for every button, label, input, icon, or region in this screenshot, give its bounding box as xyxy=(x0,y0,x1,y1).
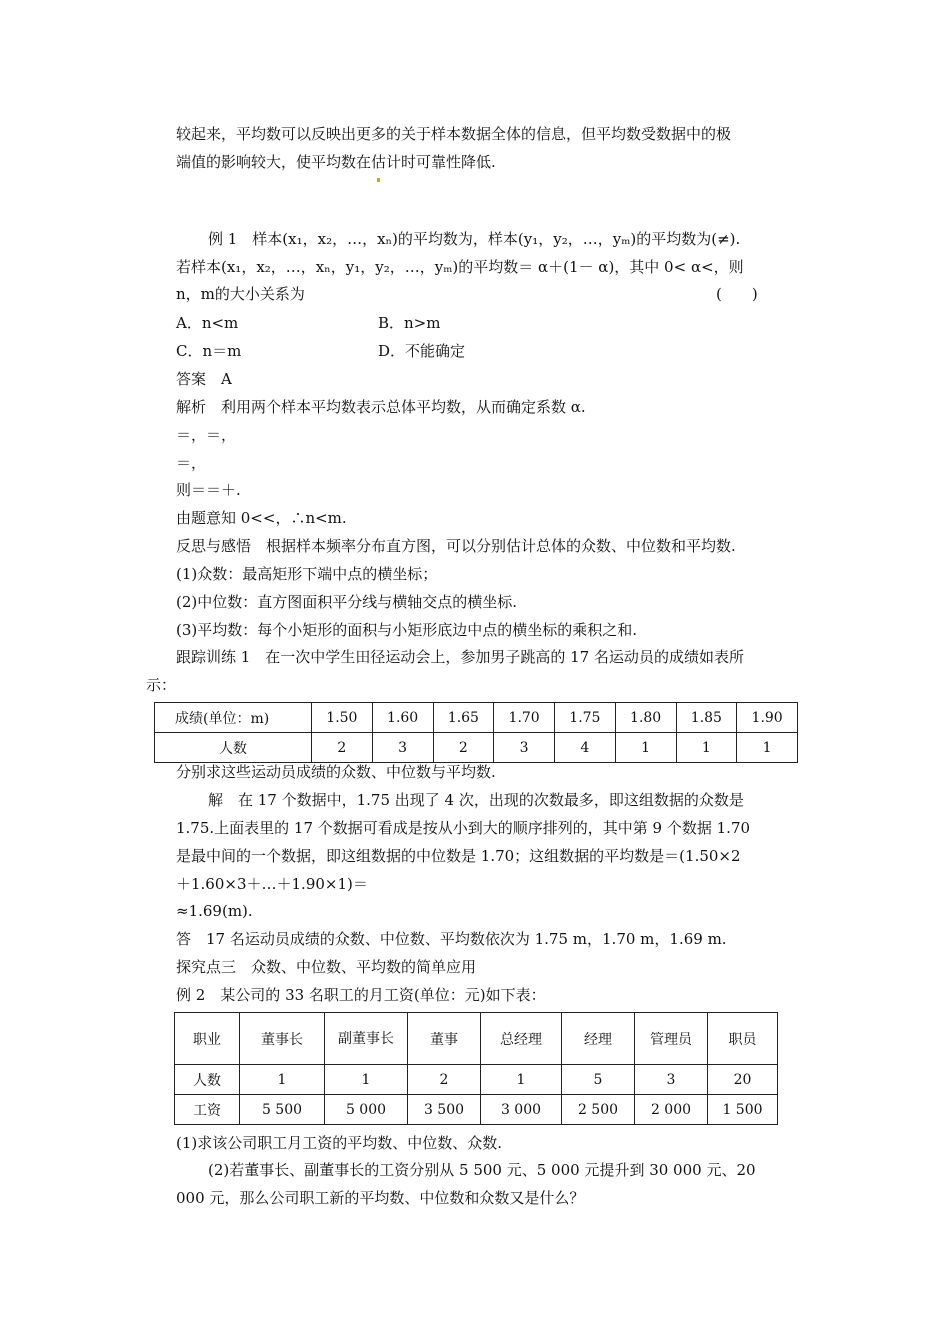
table-header-text: 副董事长 xyxy=(338,1030,394,1047)
table-cell: 1 xyxy=(676,733,737,763)
table-header-cell: 董事 xyxy=(408,1013,481,1065)
table-header-cell: 董事长 xyxy=(240,1013,325,1065)
table-cell: 2 000 xyxy=(635,1095,708,1125)
table-cell: 1.70 xyxy=(494,703,555,733)
table-header-cell: 职业 xyxy=(175,1013,240,1065)
table-row xyxy=(155,703,798,733)
option-b: B．n>m xyxy=(378,314,441,332)
table-cell: 1.90 xyxy=(737,703,798,733)
table-header-cell: 总经理 xyxy=(481,1013,562,1065)
table-cell: 1 xyxy=(481,1065,562,1095)
table-cell: 20 xyxy=(708,1065,778,1095)
option-a: A．n<m xyxy=(176,314,239,332)
table-header-cell: 人数 xyxy=(175,1065,240,1095)
intro-line-1: 较起来，平均数可以反映出更多的关于样本数据全体的信息，但平均数受数据中的极 xyxy=(176,125,732,143)
solution-line-5: ≈1.69(m). xyxy=(176,902,253,920)
table-cell: 4 xyxy=(555,733,616,763)
jump-results-table xyxy=(154,702,798,763)
table-header-cell: 人数 xyxy=(155,733,312,763)
table-cell: 1.75 xyxy=(555,703,616,733)
table-cell: 3 500 xyxy=(408,1095,481,1125)
table-cell: 1.60 xyxy=(372,703,433,733)
solution-line-1: 解 在 17 个数据中，1.75 出现了 4 次，出现的次数最多，即这组数据的众数是 xyxy=(208,791,744,809)
table-cell: 5 500 xyxy=(240,1095,325,1125)
table-cell: 1 500 xyxy=(708,1095,778,1125)
answer-blank: ( ) xyxy=(716,285,758,303)
table-cell: 3 xyxy=(372,733,433,763)
example2-intro: 例 2 某公司的 33 名职工的月工资(单位：元)如下表： xyxy=(176,986,546,1004)
table-cell: 5 xyxy=(562,1065,635,1095)
example2-question-3: 000 元，那么公司职工新的平均数、中位数和众数又是什么？ xyxy=(176,1189,585,1207)
table-header-cell: 经理 xyxy=(562,1013,635,1065)
table-row xyxy=(175,1095,778,1125)
conclusion-line: 答 17 名运动员成绩的众数、中位数、平均数依次为 1.75 m，1.70 m，1.69 m. xyxy=(176,930,727,948)
example2-question-2: (2)若董事长、副董事长的工资分别从 5 500 元、5 000 元提升到 30 000 元、20 xyxy=(208,1161,756,1179)
reflection-line-4: (3)平均数：每个小矩形的面积与小矩形底边中点的横坐标的乘积之和. xyxy=(176,621,638,639)
example1-line-1: 例 1 样本(x₁，x₂，…，xₙ)的平均数为，样本(y₁，y₂，…，yₘ)的平均数为(≠). xyxy=(208,230,741,248)
intro-line-2: 端值的影响较大，使平均数在估计时可靠性降低. xyxy=(176,153,496,171)
example2-question-1: (1)求该公司职工月工资的平均数、中位数、众数. xyxy=(176,1134,503,1152)
table-header-cell: 管理员 xyxy=(635,1013,708,1065)
section-heading: 探究点三 众数、中位数、平均数的简单应用 xyxy=(176,958,477,976)
table-cell: 2 500 xyxy=(562,1095,635,1125)
analysis-line-3: ＝， xyxy=(176,454,207,472)
table-row xyxy=(175,1065,778,1095)
table-header-cell: 职员 xyxy=(708,1013,778,1065)
reflection-line-2: (1)众数：最高矩形下端中点的横坐标； xyxy=(176,565,438,583)
table-cell: 1.85 xyxy=(676,703,737,733)
table-row xyxy=(155,733,798,763)
table-cell: 1 xyxy=(325,1065,408,1095)
reflection-line-1: 反思与感悟 根据样本频率分布直方图，可以分别估计总体的众数、中位数和平均数. xyxy=(176,537,736,555)
reflection-line-3: (2)中位数：直方图面积平分线与横轴交点的横坐标. xyxy=(176,593,518,611)
analysis-line-2: ＝，＝， xyxy=(176,426,237,444)
analysis-line-5: 由题意知 0<<，∴n<m. xyxy=(176,509,347,527)
option-d: D．不能确定 xyxy=(378,342,466,360)
table-cell: 1 xyxy=(240,1065,325,1095)
table-cell: 2 xyxy=(433,733,494,763)
example1-line-3: n，m的大小关系为 xyxy=(176,285,305,303)
table-cell: 1.50 xyxy=(312,703,373,733)
table-cell: 1 xyxy=(737,733,798,763)
answer-line: 答案 A xyxy=(176,370,232,388)
table-header-cell: 工资 xyxy=(175,1095,240,1125)
analysis-line-4: 则＝＝＋. xyxy=(176,481,241,499)
table-cell: 3 000 xyxy=(481,1095,562,1125)
solution-line-4: ＋1.60×3＋…＋1.90×1)＝ xyxy=(176,875,368,893)
scan-mark xyxy=(377,178,380,182)
training1-line-2: 示： xyxy=(146,676,177,694)
table-cell: 5 000 xyxy=(325,1095,408,1125)
table-cell: 3 xyxy=(635,1065,708,1095)
example1-line-2: 若样本(x₁，x₂，…，xₙ，y₁，y₂，…，yₘ)的平均数＝ α＋(1－ α)，其中 0< α<，则 xyxy=(176,258,744,276)
solution-line-2: 1.75.上面表里的 17 个数据可看成是按从小到大的顺序排列的，其中第 9 个数据 1.70 xyxy=(176,819,751,837)
training1-line-1: 跟踪训练 1 在一次中学生田径运动会上，参加男子跳高的 17 名运动员的成绩如表所 xyxy=(176,648,744,666)
table-cell: 1.65 xyxy=(433,703,494,733)
solution-line-3: 是最中间的一个数据，即这组数据的中位数是 1.70；这组数据的平均数是＝(1.50×2 xyxy=(176,847,741,865)
table-cell: 1.80 xyxy=(615,703,676,733)
option-c: C．n＝m xyxy=(176,342,242,360)
table-cell: 2 xyxy=(408,1065,481,1095)
salary-table xyxy=(174,1012,778,1125)
table-header-cell xyxy=(325,1013,408,1065)
table-cell: 1 xyxy=(615,733,676,763)
analysis-line-1: 解析 利用两个样本平均数表示总体平均数，从而确定系数 α. xyxy=(176,398,586,416)
table-cell: 2 xyxy=(312,733,373,763)
table-cell: 3 xyxy=(494,733,555,763)
table-header-cell: 成绩(单位：m) xyxy=(155,703,312,733)
training1-question: 分别求这些运动员成绩的众数、中位数与平均数. xyxy=(176,763,496,781)
table-row xyxy=(175,1013,778,1065)
